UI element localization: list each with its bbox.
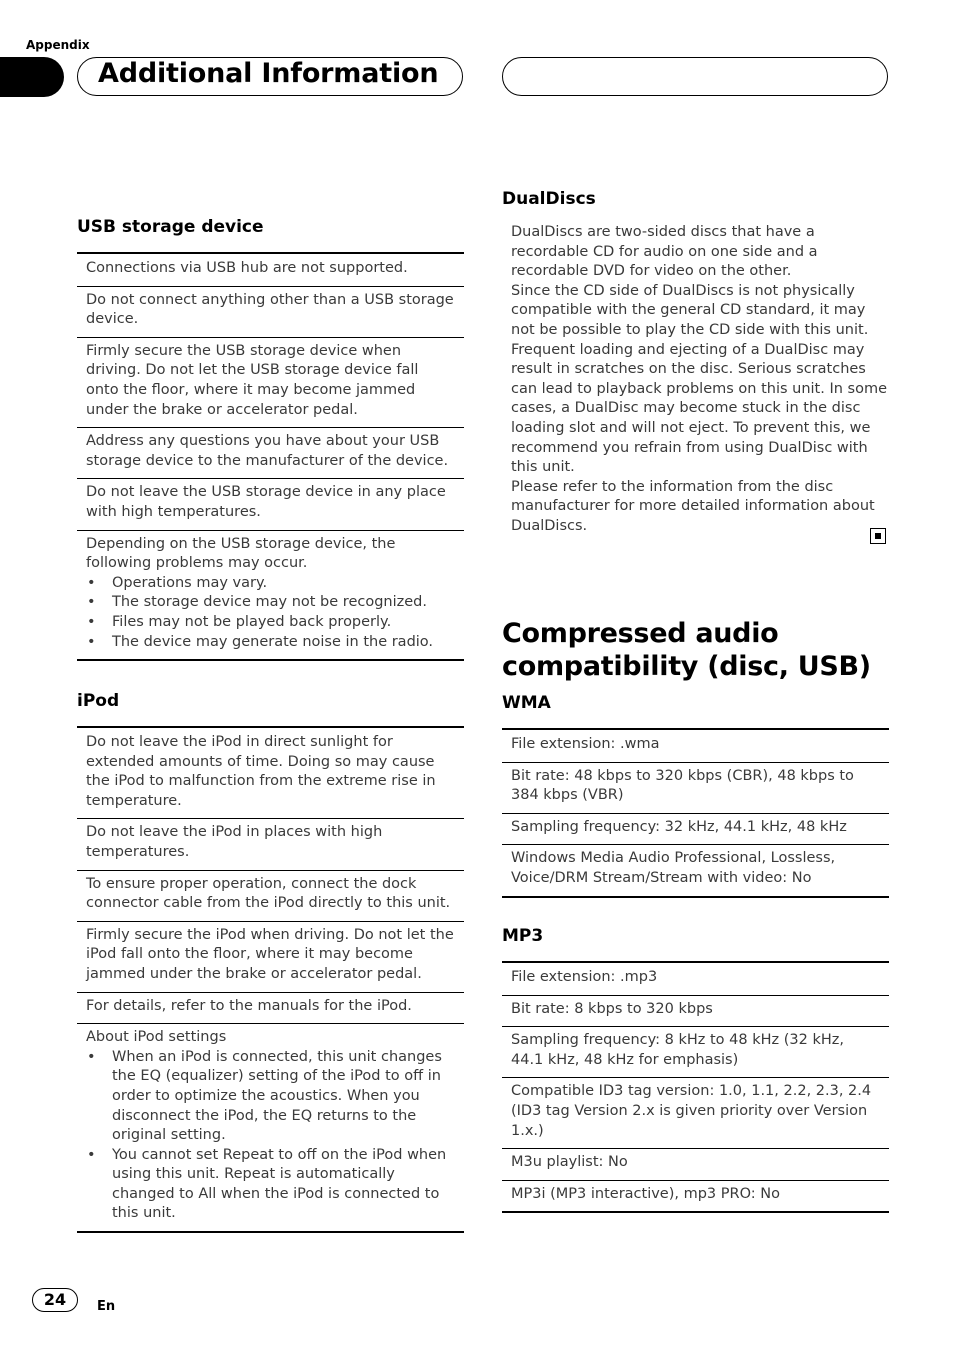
mp3-row: Bit rate: 8 kbps to 320 kbps [502,995,889,1027]
mp3-heading: MP3 [502,926,544,946]
wma-row: Windows Media Audio Professional, Lossless, Voice/DRM Stream/Stream with video: No [502,844,889,895]
usb-row: Do not leave the USB storage device in any place with high temperatures. [77,478,464,529]
ipod-row-settings [77,1023,464,1231]
usb-problems-intro: Depending on the USB storage device, the following problems may occur. [86,535,396,572]
dualdiscs-paragraph: Please refer to the information from the disc manufacturer for more detailed information about DualDiscs. [511,478,875,534]
ipod-section [77,690,464,1233]
usb-row: Do not connect anything other than a USB storage device. [77,286,464,337]
ipod-heading: iPod [77,691,120,711]
mp3-row: Sampling frequency: 8 kHz to 48 kHz (32 kHz, 44.1 kHz, 48 kHz for emphasis) [502,1026,889,1077]
header-blank-frame [502,57,888,96]
ipod-row: Do not leave the iPod in direct sunlight for extended amounts of time. Doing so may cause the iPod to malfunction from the extreme rise in temperature. [86,734,436,809]
wma-table [502,728,889,898]
usb-heading: USB storage device [77,217,264,237]
ipod-row: Firmly secure the iPod when driving. Do not let the iPod fall onto the floor, where it may become jammed under the brake or accelerator pedal. [77,921,464,992]
mp3-table [502,961,889,1213]
dualdiscs-heading: DualDiscs [502,189,596,209]
page-title: Additional Information [98,58,439,89]
usb-section [77,216,464,661]
usb-row: Firmly secure the USB storage device when driving. Do not let the USB storage device fall onto the floor, where it may become jammed under the brake or accelerator pedal. [77,337,464,427]
ipod-settings-intro: About iPod settings [86,1029,227,1046]
wma-row: Bit rate: 48 kbps to 320 kbps (CBR), 48 kbps to 384 kbps (VBR) [502,762,889,813]
mp3-row: MP3i (MP3 interactive), mp3 PRO: No [502,1180,889,1212]
ipod-row: To ensure proper operation, connect the dock connector cable from the iPod directly to this unit. [77,870,464,921]
list-item: • The storage device may not be recognized. [86,593,455,613]
usb-problems-list [86,574,455,652]
list-item: • When an iPod is connected, this unit changes the EQ (equalizer) setting of the iPod to off in order to optimize the acoustics. When you disconnect the iPod, the EQ returns to the original setting. [86,1048,455,1146]
dualdiscs-body [502,223,889,537]
list-item: • The device may generate noise in the radio. [86,633,455,653]
mp3-row: M3u playlist: No [502,1148,889,1180]
list-item: • Operations may vary. [86,574,455,594]
wma-row: File extension: .wma [511,736,660,752]
ipod-table [77,726,464,1233]
section-end-icon [870,528,886,544]
compressed-audio-title: Compressed audio compatibility (disc, USB) [502,618,871,682]
dualdiscs-paragraph: DualDiscs are two-sided discs that have a recordable CD for audio on one side and a recordable DVD for video on the other. [511,224,818,280]
wma-section [502,692,889,898]
page-number: 24 [32,1288,78,1312]
usb-row: Address any questions you have about your USB storage device to the manufacturer of the device. [77,427,464,478]
appendix-label: Appendix [26,38,90,52]
ipod-row: For details, refer to the manuals for the iPod. [77,992,464,1024]
usb-row-problems [77,530,464,660]
dualdiscs-section [502,188,889,537]
section-tab-marker [0,57,64,97]
usb-row: Connections via USB hub are not supported. [86,260,408,276]
dualdiscs-paragraph: Frequent loading and ejecting of a DualDisc may result in scratches on the disc. Serious scratches can lead to playback problems on this unit. In some cases, a DualDisc may become stuck in the disc loading slot and will not eject. To prevent this, we recommend you refrain from using DualDisc with this unit. [511,341,887,476]
list-item: • Files may not be played back properly. [86,613,455,633]
ipod-settings-list [86,1048,455,1224]
dualdiscs-paragraph: Since the CD side of DualDiscs is not physically compatible with the general CD standard, it may not be possible to play the CD side with this unit. [511,282,869,338]
wma-heading: WMA [502,693,551,713]
usb-table [77,252,464,661]
mp3-section [502,925,889,1213]
ipod-row: Do not leave the iPod in places with high temperatures. [77,818,464,869]
wma-row: Sampling frequency: 32 kHz, 44.1 kHz, 48 kHz [502,813,889,845]
mp3-row: File extension: .mp3 [511,969,658,985]
language-code: En [97,1299,116,1314]
mp3-row: Compatible ID3 tag version: 1.0, 1.1, 2.2, 2.3, 2.4 (ID3 tag Version 2.x is given priority over Version 1.x.) [502,1077,889,1148]
list-item: • You cannot set Repeat to off on the iPod when using this unit. Repeat is automatically changed to All when the iPod is connected to this unit. [86,1146,455,1224]
